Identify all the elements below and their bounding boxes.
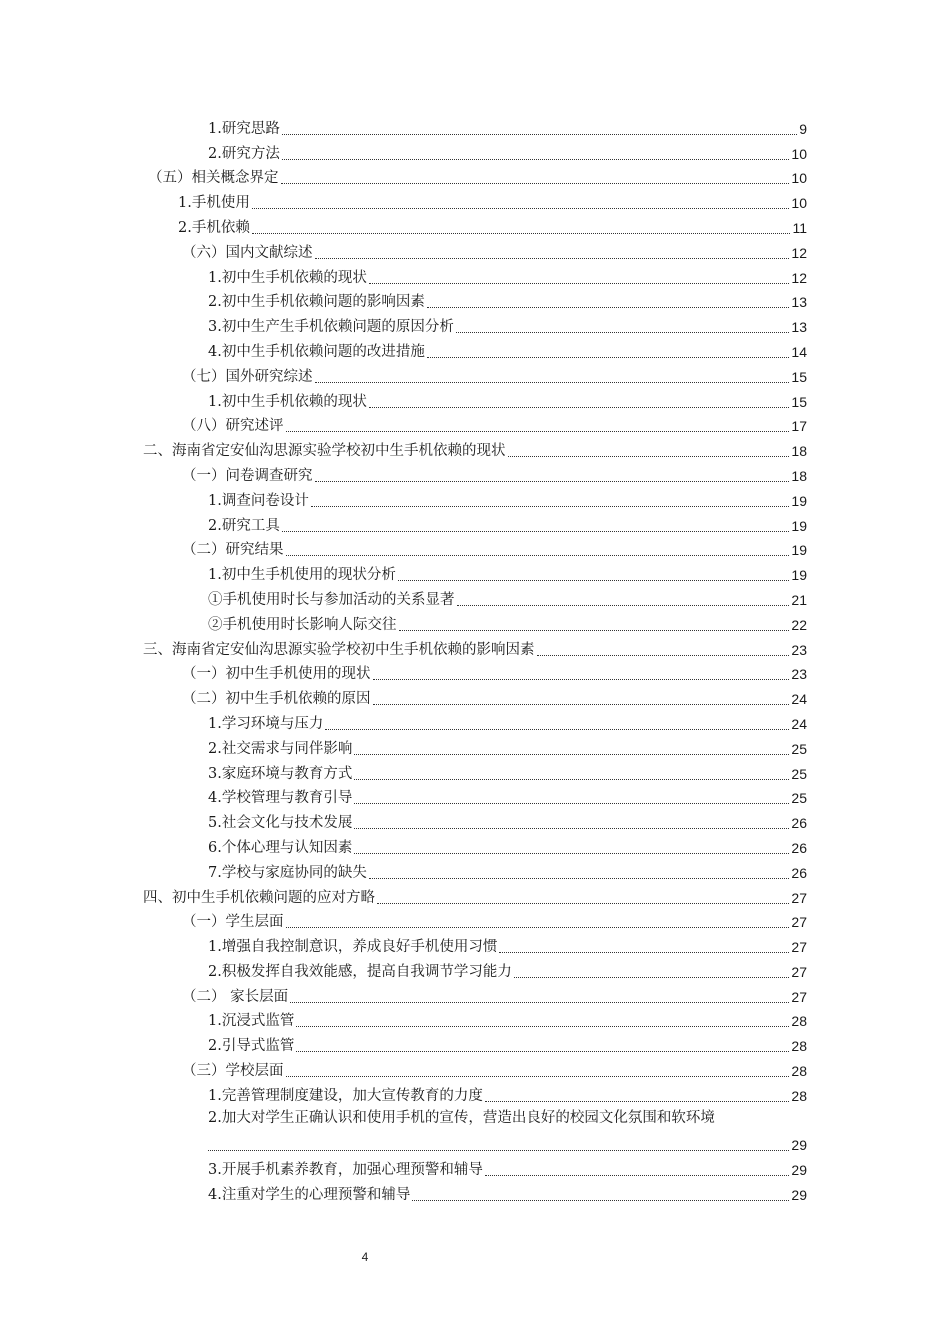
toc-entry-page: 29 bbox=[791, 1162, 807, 1179]
toc-dot-leader bbox=[281, 182, 790, 184]
toc-dot-leader bbox=[427, 356, 790, 358]
toc-entry[interactable] bbox=[0, 139, 950, 164]
toc-dot-leader bbox=[208, 1149, 789, 1151]
toc-entry[interactable] bbox=[0, 263, 950, 288]
toc-entry-page: 10 bbox=[791, 195, 807, 212]
toc-entry-page: 25 bbox=[791, 740, 807, 757]
toc-entry[interactable] bbox=[0, 1031, 950, 1056]
toc-entry-title: 1.手机使用 bbox=[178, 195, 250, 212]
toc-dot-leader bbox=[282, 158, 790, 160]
toc-entry-page: 25 bbox=[791, 790, 807, 807]
toc-entry-title: 1.初中生手机依赖的现状 bbox=[208, 393, 367, 410]
page-number: 4 bbox=[361, 1250, 369, 1264]
toc-entry-page: 28 bbox=[791, 1013, 807, 1030]
toc-entry[interactable] bbox=[0, 511, 950, 536]
toc-entry-page: 24 bbox=[791, 691, 807, 708]
toc-dot-leader bbox=[508, 455, 790, 457]
toc-dot-leader bbox=[398, 579, 790, 581]
toc-entry-page: 26 bbox=[791, 839, 807, 856]
toc-entry-page: 27 bbox=[791, 914, 807, 931]
toc-dot-leader bbox=[282, 133, 797, 135]
toc-dot-leader bbox=[412, 1199, 789, 1201]
toc-entry[interactable] bbox=[0, 1056, 950, 1081]
toc-entry-title: 1.初中生手机使用的现状分析 bbox=[208, 567, 396, 584]
toc-entry-title: （五）相关概念界定 bbox=[148, 170, 279, 187]
toc-entry[interactable] bbox=[0, 808, 950, 833]
toc-entry-title: （二） 家长层面 bbox=[182, 988, 289, 1005]
toc-entry[interactable] bbox=[0, 833, 950, 858]
toc-dot-leader bbox=[286, 430, 790, 432]
toc-entry[interactable] bbox=[0, 932, 950, 957]
toc-dot-leader bbox=[286, 554, 790, 556]
toc-entry-page: 28 bbox=[791, 1087, 807, 1104]
toc-entry[interactable] bbox=[0, 734, 950, 759]
toc-dot-leader bbox=[369, 877, 790, 879]
toc-entry-page: 12 bbox=[791, 269, 807, 286]
toc-entry-page: 19 bbox=[791, 492, 807, 509]
toc-entry-page: 27 bbox=[791, 939, 807, 956]
toc-entry[interactable] bbox=[0, 759, 950, 784]
toc-entry[interactable] bbox=[0, 288, 950, 313]
toc-tail-entries bbox=[0, 1155, 950, 1205]
toc-entry-page: 23 bbox=[791, 666, 807, 683]
toc-dot-leader bbox=[485, 1100, 790, 1102]
toc-dot-leader bbox=[296, 1025, 789, 1027]
toc-entry-title: 7.学校与家庭协同的缺失 bbox=[208, 864, 367, 881]
toc-dot-leader bbox=[315, 381, 790, 383]
toc-entry[interactable] bbox=[0, 362, 950, 387]
toc-entry-title: 3.初中生产生手机依赖问题的原因分析 bbox=[208, 319, 454, 336]
toc-dot-leader bbox=[252, 232, 791, 234]
toc-dot-leader bbox=[286, 926, 790, 928]
toc-entry-title: 4.学校管理与教育引导 bbox=[208, 790, 353, 807]
toc-entry[interactable] bbox=[0, 784, 950, 809]
toc-dot-leader bbox=[282, 530, 790, 532]
toc-entry-title: （三）学校层面 bbox=[182, 1063, 284, 1080]
toc-entry[interactable] bbox=[0, 1155, 950, 1180]
toc-entry[interactable] bbox=[0, 213, 950, 238]
toc-dot-leader bbox=[485, 1174, 790, 1176]
toc-entry-title: 三、海南省定安仙沟思源实验学校初中生手机依赖的影响因素 bbox=[143, 641, 535, 658]
toc-entry-title: 1.初中生手机依赖的现状 bbox=[208, 269, 367, 286]
toc-entry-title: ①手机使用时长与参加活动的关系显著 bbox=[208, 591, 455, 608]
toc-entry[interactable] bbox=[0, 908, 950, 933]
toc-entry[interactable] bbox=[0, 337, 950, 362]
toc-entry-title: 1.完善管理制度建设，加大宣传教育的力度 bbox=[208, 1087, 483, 1104]
toc-entry[interactable] bbox=[0, 461, 950, 486]
toc-entry[interactable] bbox=[0, 1081, 950, 1106]
toc-entry-title: （二）初中生手机依赖的原因 bbox=[182, 691, 371, 708]
toc-entry-page: 28 bbox=[791, 1063, 807, 1080]
toc-entry[interactable] bbox=[0, 883, 950, 908]
toc-entry[interactable] bbox=[0, 610, 950, 635]
toc-dot-leader bbox=[499, 951, 789, 953]
toc-dot-leader bbox=[315, 480, 790, 482]
toc-entry-title: （一）初中生手机使用的现状 bbox=[182, 666, 371, 683]
toc-entry[interactable] bbox=[0, 387, 950, 412]
toc-dot-leader bbox=[296, 1050, 789, 1052]
toc-entry-page: 27 bbox=[791, 988, 807, 1005]
toc-entry[interactable] bbox=[0, 114, 950, 139]
toc-entry-page: 12 bbox=[791, 244, 807, 261]
toc-entry-title: 2.初中生手机依赖问题的影响因素 bbox=[208, 294, 425, 311]
toc-dot-leader bbox=[456, 331, 790, 333]
toc-entry-title: 2.积极发挥自我效能感，提高自我调节学习能力 bbox=[208, 963, 512, 980]
toc-dot-leader bbox=[537, 654, 790, 656]
toc-entry[interactable] bbox=[0, 560, 950, 585]
toc-entry-page: 9 bbox=[799, 120, 807, 137]
toc-entry-page: 25 bbox=[791, 765, 807, 782]
toc-entry-title: 1.增强自我控制意识，养成良好手机使用习惯 bbox=[208, 939, 498, 956]
toc-entry-title: （八）研究述评 bbox=[182, 418, 284, 435]
toc-entry-page: 19 bbox=[791, 567, 807, 584]
toc-entry[interactable] bbox=[0, 312, 950, 337]
toc-entry-title: 2.加大对学生正确认识和使用手机的宣传，营造出良好的校园文化氛围和软环境 bbox=[208, 1109, 715, 1126]
toc-dot-leader bbox=[373, 703, 790, 705]
toc-entry-page: 21 bbox=[791, 591, 807, 608]
toc-entry-wrapped[interactable] bbox=[0, 1106, 950, 1156]
toc-entry[interactable] bbox=[0, 486, 950, 511]
toc-entry-title: ②手机使用时长影响人际交往 bbox=[208, 616, 397, 633]
toc-entry-title: （一）学生层面 bbox=[182, 914, 284, 931]
toc-entry-title: 2.社交需求与同伴影响 bbox=[208, 740, 353, 757]
toc-entry[interactable] bbox=[0, 635, 950, 660]
toc-dot-leader bbox=[252, 207, 790, 209]
toc-entry-page: 17 bbox=[791, 418, 807, 435]
toc-entry-page: 18 bbox=[791, 443, 807, 460]
toc-entry-page: 11 bbox=[792, 219, 807, 236]
toc-entry-page: 24 bbox=[791, 715, 807, 732]
toc-entry-title: 2.手机依赖 bbox=[178, 219, 250, 236]
toc-entry-page: 14 bbox=[791, 343, 807, 360]
toc-entry-title: 1.学习环境与压力 bbox=[208, 715, 324, 732]
toc-entry-title: 4.初中生手机依赖问题的改进措施 bbox=[208, 343, 425, 360]
toc-entry[interactable] bbox=[0, 1180, 950, 1205]
toc-entry[interactable] bbox=[0, 957, 950, 982]
toc-entry-page: 26 bbox=[791, 815, 807, 832]
toc-entry-title: 3.开展手机素养教育，加强心理预警和辅导 bbox=[208, 1162, 483, 1179]
toc-entry-title: 1.沉浸式监管 bbox=[208, 1013, 295, 1030]
toc-dot-leader bbox=[311, 505, 790, 507]
toc-entry[interactable] bbox=[0, 188, 950, 213]
toc-entry[interactable] bbox=[0, 982, 950, 1007]
toc-entry[interactable] bbox=[0, 412, 950, 437]
toc-dot-leader bbox=[354, 753, 789, 755]
toc-dot-leader bbox=[354, 827, 789, 829]
toc-entry-page: 27 bbox=[791, 963, 807, 980]
toc-entry-title: 6.个体心理与认知因素 bbox=[208, 839, 353, 856]
toc-entry-title: 2.研究工具 bbox=[208, 517, 280, 534]
toc-entry-page: 22 bbox=[791, 616, 807, 633]
toc-dot-leader bbox=[286, 1075, 790, 1077]
toc-entry-page: 13 bbox=[791, 319, 807, 336]
toc-dot-leader bbox=[457, 604, 790, 606]
toc-dot-leader bbox=[315, 257, 790, 259]
toc-main-entries bbox=[0, 114, 950, 1106]
toc-entry[interactable] bbox=[0, 1007, 950, 1032]
toc-entry[interactable] bbox=[0, 709, 950, 734]
toc-entry-page: 10 bbox=[791, 145, 807, 162]
toc-entry[interactable] bbox=[0, 585, 950, 610]
toc-entry-page: 19 bbox=[791, 542, 807, 559]
toc-dot-leader bbox=[354, 852, 789, 854]
toc-dot-leader bbox=[354, 778, 789, 780]
toc-dot-leader bbox=[354, 802, 789, 804]
toc-entry-title: （一）问卷调查研究 bbox=[182, 467, 313, 484]
toc-dot-leader bbox=[373, 678, 790, 680]
toc-entry-title: （六）国内文献综述 bbox=[182, 244, 313, 261]
toc-entry-page: 10 bbox=[791, 170, 807, 187]
toc-entry-title: 四、初中生手机依赖问题的应对方略 bbox=[143, 889, 375, 906]
toc-entry-page: 27 bbox=[791, 889, 807, 906]
toc-dot-leader bbox=[427, 306, 790, 308]
toc-entry-title: （二）研究结果 bbox=[182, 542, 284, 559]
toc-entry[interactable] bbox=[0, 858, 950, 883]
toc-dot-leader bbox=[369, 406, 790, 408]
toc-entry[interactable] bbox=[0, 536, 950, 561]
toc-dot-leader bbox=[399, 629, 790, 631]
toc-entry-page: 26 bbox=[791, 864, 807, 881]
toc-entry-title: 1.调查问卷设计 bbox=[208, 492, 309, 509]
toc-entry[interactable] bbox=[0, 684, 950, 709]
toc-entry-page: 28 bbox=[791, 1038, 807, 1055]
toc-entry-page: 19 bbox=[791, 517, 807, 534]
toc-entry-title: 2.引导式监管 bbox=[208, 1038, 295, 1055]
toc-entry[interactable] bbox=[0, 238, 950, 263]
toc-entry-page: 18 bbox=[791, 467, 807, 484]
toc-entry-page: 29 bbox=[791, 1187, 807, 1204]
toc-entry[interactable] bbox=[0, 164, 950, 189]
toc-dot-leader bbox=[514, 976, 790, 978]
toc-dot-leader bbox=[377, 902, 789, 904]
toc-entry[interactable] bbox=[0, 660, 950, 685]
toc-entry-title: 3.家庭环境与教育方式 bbox=[208, 765, 353, 782]
toc-entry-page: 15 bbox=[791, 393, 807, 410]
toc-entry-title: 5.社会文化与技术发展 bbox=[208, 815, 353, 832]
toc-entry-title: 二、海南省定安仙沟思源实验学校初中生手机依赖的现状 bbox=[143, 443, 506, 460]
toc-entry-title: （七）国外研究综述 bbox=[182, 368, 313, 385]
toc-dot-leader bbox=[290, 1001, 789, 1003]
toc-entry-page: 23 bbox=[791, 641, 807, 658]
toc-dot-leader bbox=[369, 282, 790, 284]
toc-entry-title: 4.注重对学生的心理预警和辅导 bbox=[208, 1187, 411, 1204]
toc-entry-title: 2.研究方法 bbox=[208, 145, 280, 162]
toc-entry-page: 13 bbox=[791, 294, 807, 311]
toc-dot-leader bbox=[325, 728, 789, 730]
toc-entry-page: 15 bbox=[791, 368, 807, 385]
toc-entry[interactable] bbox=[0, 436, 950, 461]
toc-entry-page: 29 bbox=[791, 1137, 807, 1154]
toc-entry-title: 1.研究思路 bbox=[208, 120, 280, 137]
table-of-contents bbox=[0, 114, 950, 1205]
